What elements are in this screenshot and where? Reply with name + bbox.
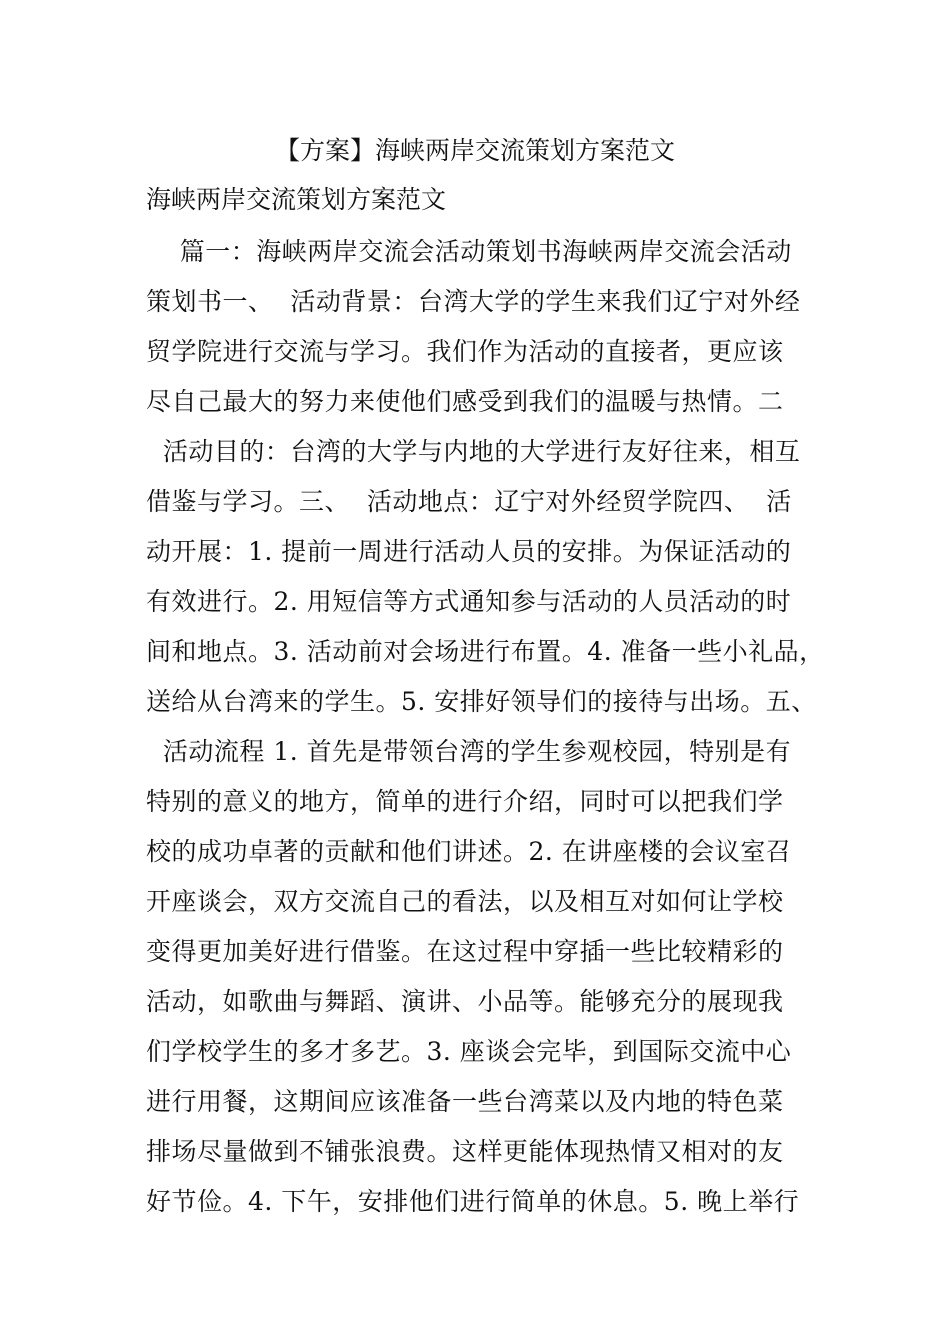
body-line: 动开展：1. 提前一周进行活动人员的安排。为保证活动的 — [146, 537, 792, 566]
body-line: 活动，如歌曲与舞蹈、演讲、小品等。能够充分的展现我 — [146, 987, 784, 1016]
body-line: 篇一：海峡两岸交流会活动策划书海峡两岸交流会活动 — [146, 237, 792, 266]
body-line: 特别的意义的地方，简单的进行介绍，同时可以把我们学 — [146, 787, 784, 816]
body-line: 进行用餐，这期间应该准备一些台湾菜以及内地的特色菜 — [146, 1087, 784, 1116]
document-subtitle: 海峡两岸交流策划方案范文 — [146, 185, 447, 214]
document-title: 【方案】海峡两岸交流策划方案范文 — [274, 136, 675, 165]
body-line: 有效进行。2. 用短信等方式通知参与活动的人员活动的时 — [146, 587, 792, 616]
body-line: 借鉴与学习。三、 活动地点：辽宁对外经贸学院四、 活 — [146, 487, 792, 516]
body-line: 策划书一、 活动背景：台湾大学的学生来我们辽宁对外经 — [146, 287, 801, 316]
body-line: 送给从台湾来的学生。5. 安排好领导们的接待与出场。五、 — [146, 687, 817, 716]
body-line: 活动目的：台湾的大学与内地的大学进行友好往来，相互 — [146, 437, 801, 466]
body-line: 间和地点。3. 活动前对会场进行布置。4. 准备一些小礼品， — [146, 637, 825, 666]
body-line: 排场尽量做到不铺张浪费。这样更能体现热情又相对的友 — [146, 1137, 784, 1166]
body-line: 开座谈会，双方交流自己的看法，以及相互对如何让学校 — [146, 887, 784, 916]
body-line: 校的成功卓著的贡献和他们讲述。2. 在讲座楼的会议室召 — [146, 837, 792, 866]
body-line: 贸学院进行交流与学习。我们作为活动的直接者，更应该 — [146, 337, 784, 366]
document-body — [146, 229, 846, 1229]
body-line: 好节俭。4. 下午，安排他们进行简单的休息。5. 晚上举行 — [146, 1187, 800, 1216]
body-line: 变得更加美好进行借鉴。在这过程中穿插一些比较精彩的 — [146, 937, 784, 966]
body-line: 活动流程 1. 首先是带领台湾的学生参观校园，特别是有 — [146, 737, 792, 766]
body-line: 尽自己最大的努力来使他们感受到我们的温暖与热情。二 — [146, 387, 784, 416]
body-line: 们学校学生的多才多艺。3. 座谈会完毕，到国际交流中心 — [146, 1037, 792, 1066]
